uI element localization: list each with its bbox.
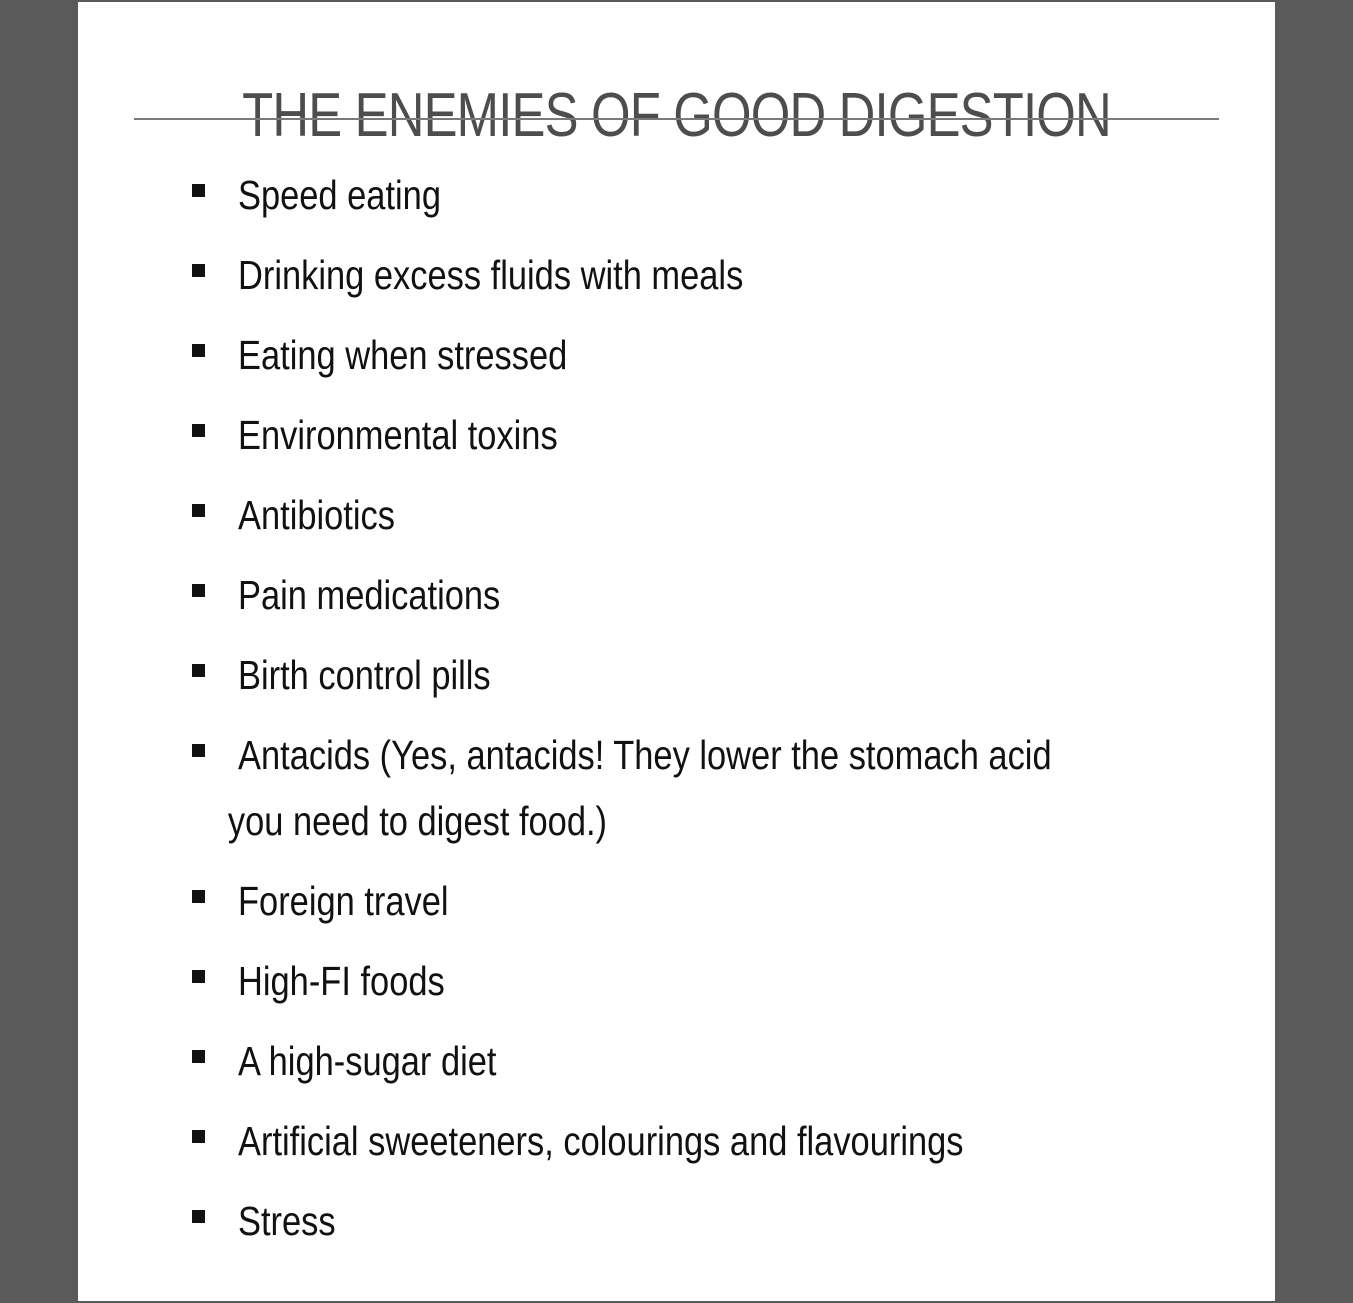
list-item-text: Antibiotics — [238, 492, 395, 538]
enemies-list — [188, 162, 1248, 1268]
list-item-text: High-FI foods — [238, 958, 445, 1004]
list-item-text: Pain medications — [238, 572, 501, 618]
list-item-text-continuation: you need to digest food.) — [227, 798, 608, 844]
square-bullet-icon — [192, 584, 205, 597]
square-bullet-icon — [192, 184, 205, 197]
page-title: THE ENEMIES OF GOOD DIGESTION — [242, 80, 1111, 150]
square-bullet-icon — [192, 264, 205, 277]
square-bullet-icon — [192, 664, 205, 677]
list-item — [188, 402, 1248, 482]
square-bullet-icon — [192, 344, 205, 357]
list-item-text: Environmental toxins — [238, 412, 558, 458]
list-item — [188, 162, 1248, 242]
title-divider — [134, 118, 1219, 120]
list-item — [188, 948, 1248, 1028]
square-bullet-icon — [192, 1210, 205, 1223]
square-bullet-icon — [192, 970, 205, 983]
square-bullet-icon — [192, 504, 205, 517]
square-bullet-icon — [192, 424, 205, 437]
list-item — [188, 562, 1248, 642]
square-bullet-icon — [192, 1050, 205, 1063]
square-bullet-icon — [192, 1130, 205, 1143]
square-bullet-icon — [192, 744, 205, 757]
list-item-text: A high-sugar diet — [238, 1038, 497, 1084]
list-item — [188, 1108, 1248, 1188]
list-item-text: Speed eating — [238, 172, 441, 218]
list-item-text: Foreign travel — [238, 878, 449, 924]
list-item-text: Eating when stressed — [238, 332, 568, 378]
page — [78, 2, 1275, 1301]
list-item — [188, 868, 1248, 948]
list-item-text: Stress — [238, 1198, 336, 1244]
list-item — [188, 482, 1248, 562]
list-item — [188, 242, 1248, 322]
list-item — [188, 642, 1248, 722]
list-item-text: Antacids (Yes, antacids! They lower the stomach acid — [238, 732, 1052, 778]
list-item — [188, 1028, 1248, 1108]
list-item — [188, 322, 1248, 402]
list-item-text: Birth control pills — [238, 652, 491, 698]
list-item — [188, 722, 1248, 868]
square-bullet-icon — [192, 890, 205, 903]
list-item-text-wrapper — [227, 722, 1052, 854]
list-item-text: Drinking excess fluids with meals — [238, 252, 744, 298]
list-item-text: Artificial sweeteners, colourings and flavourings — [238, 1118, 964, 1164]
list-item — [188, 1188, 1248, 1268]
